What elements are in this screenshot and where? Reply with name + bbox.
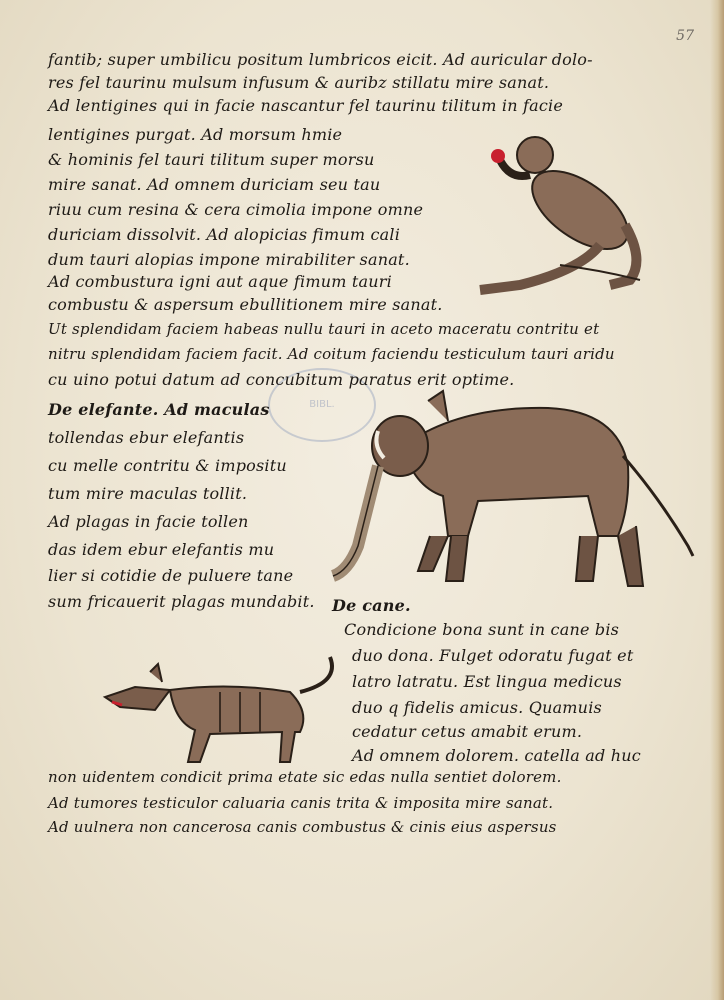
text-line: duo q fidelis amicus. Quamuis bbox=[352, 698, 602, 717]
text-line: lier si cotidie de puluere tane bbox=[48, 566, 294, 585]
text-line: cu melle contritu & impositu bbox=[48, 456, 287, 475]
text-line: dum tauri alopias impone mirabiliter sanat. bbox=[48, 250, 410, 269]
library-stamp: BIBL. bbox=[268, 368, 376, 442]
text-line: duo dona. Fulget odoratu fugat et bbox=[352, 646, 634, 665]
text-line: tollendas ebur elefantis bbox=[48, 428, 245, 447]
text-line: Ad tumores testiculor caluaria canis trita & imposita mire sanat. bbox=[48, 794, 554, 812]
page-edge bbox=[710, 0, 724, 1000]
text-line: res fel taurinu mulsum infusum & auribz stillatu mire sanat. bbox=[48, 73, 550, 92]
text-line: cedatur cetus amabit erum. bbox=[352, 722, 583, 741]
text-line: cu uino potui datum ad concubitum paratus erit optime. bbox=[48, 370, 515, 389]
section-heading-elephant: De elefante. Ad maculas bbox=[48, 400, 270, 419]
text-line: riuu cum resina & cera cimolia impone omne bbox=[48, 200, 424, 219]
ape-illustration bbox=[460, 120, 660, 310]
red-fruit bbox=[491, 149, 505, 163]
dog-illustration bbox=[100, 652, 350, 782]
text-line: Ad uulnera non cancerosa canis combustus & cinis eius aspersus bbox=[48, 818, 557, 836]
text-line: mire sanat. Ad omnem duriciam seu tau bbox=[48, 175, 381, 194]
text-line: Ut splendidam faciem habeas nullu tauri in aceto maceratu contritu et bbox=[48, 320, 600, 338]
elephant-illustration bbox=[318, 386, 698, 596]
text-line: fantib; super umbilicu positum lumbricos eicit. Ad auricular dolo- bbox=[48, 50, 593, 69]
text-line: tum mire maculas tollit. bbox=[48, 484, 248, 503]
text-line: combustu & aspersum ebullitionem mire sanat. bbox=[48, 295, 443, 314]
text-line: & hominis fel tauri tilitum super morsu bbox=[48, 150, 375, 169]
text-line: duriciam dissolvit. Ad alopicias fimum cali bbox=[48, 225, 401, 244]
text-line: sum fricauerit plagas mundabit. bbox=[48, 592, 315, 611]
text-line: das idem ebur elefantis mu bbox=[48, 540, 275, 559]
text-line: latro latratu. Est lingua medicus bbox=[352, 672, 622, 691]
text-line: Condicione bona sunt in cane bis bbox=[344, 620, 620, 639]
text-line: lentigines purgat. Ad morsum hmie bbox=[48, 125, 343, 144]
text-line: Ad plagas in facie tollen bbox=[48, 512, 249, 531]
folio-number: 57 bbox=[676, 28, 694, 44]
section-heading-dog: De cane. bbox=[332, 596, 411, 615]
text-line: Ad lentigines qui in facie nascantur fel taurinu tilitum in facie bbox=[48, 96, 564, 115]
text-line: nitru splendidam faciem facit. Ad coitum faciendu testiculum tauri aridu bbox=[48, 345, 615, 363]
text-line: Ad combustura igni aut aque fimum tauri bbox=[48, 272, 392, 291]
text-line: non uidentem condicit prima etate sic edas nulla sentiet dolorem. bbox=[48, 768, 562, 786]
text-line: Ad omnem dolorem. catella ad huc bbox=[352, 746, 641, 765]
